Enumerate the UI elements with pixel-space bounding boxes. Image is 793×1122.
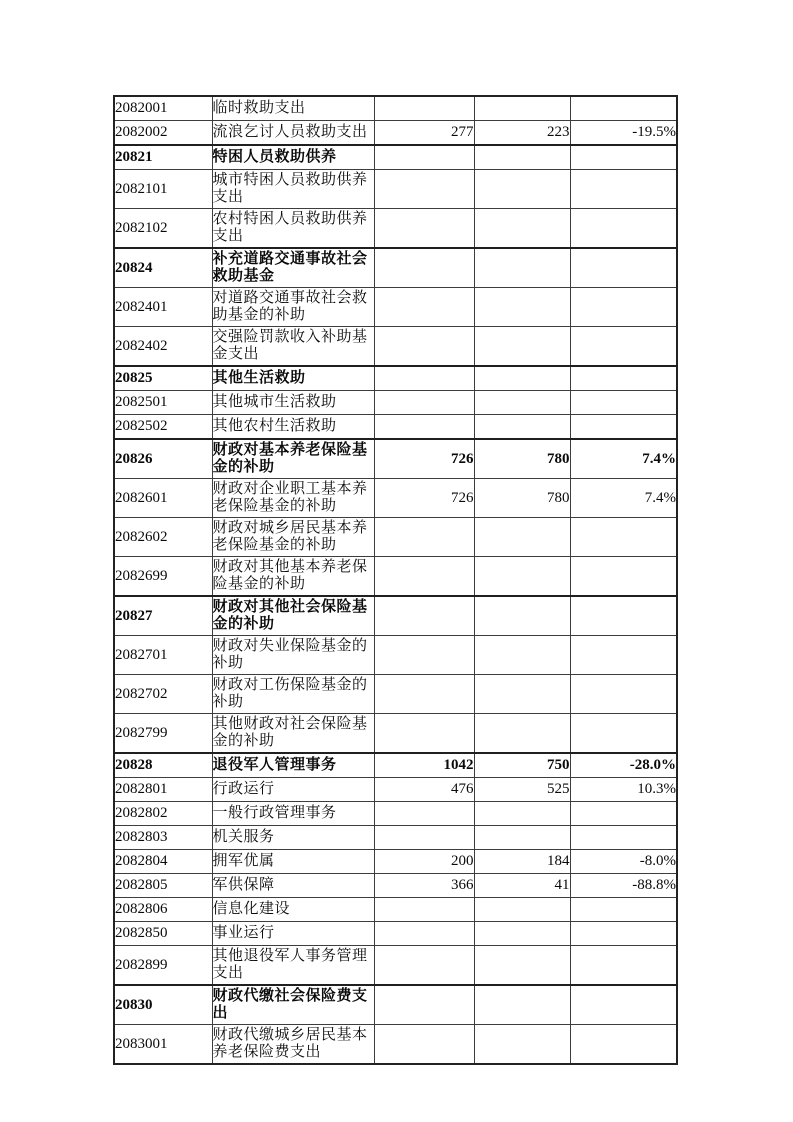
row-value-col1: [374, 675, 474, 714]
row-value-col1: 476: [374, 778, 474, 802]
table-row: [114, 327, 677, 367]
row-name: 财政对其他基本养老保险基金的补助: [212, 557, 374, 597]
row-change-percent: [570, 675, 677, 714]
row-value-col1: [374, 1025, 474, 1065]
row-code: 2082701: [114, 636, 212, 675]
row-name: 机关服务: [212, 826, 374, 850]
row-name: 其他退役军人事务管理支出: [212, 946, 374, 986]
row-value-col2: [474, 898, 570, 922]
row-name: 财政对失业保险基金的补助: [212, 636, 374, 675]
row-code: 2082804: [114, 850, 212, 874]
row-code: 2082803: [114, 826, 212, 850]
row-change-percent: [570, 636, 677, 675]
row-value-col1: [374, 248, 474, 288]
budget-table: [113, 95, 678, 1065]
row-name: 退役军人管理事务: [212, 753, 374, 778]
row-code: 2082601: [114, 479, 212, 518]
row-code: 2082602: [114, 518, 212, 557]
table-row: [114, 121, 677, 146]
row-value-col2: [474, 557, 570, 597]
row-name: 城市特困人员救助供养支出: [212, 170, 374, 209]
table-row: [114, 248, 677, 288]
row-value-col1: [374, 288, 474, 327]
row-name: 特困人员救助供养: [212, 145, 374, 170]
table-row: [114, 850, 677, 874]
table-row: [114, 946, 677, 986]
row-value-col2: [474, 288, 570, 327]
row-change-percent: [570, 391, 677, 415]
row-value-col1: [374, 898, 474, 922]
row-value-col2: 780: [474, 439, 570, 479]
row-name: 对道路交通事故社会救助基金的补助: [212, 288, 374, 327]
row-code: 2082850: [114, 922, 212, 946]
row-change-percent: [570, 1025, 677, 1065]
row-name: 流浪乞讨人员救助支出: [212, 121, 374, 146]
row-value-col2: [474, 248, 570, 288]
row-value-col2: 41: [474, 874, 570, 898]
row-name: 临时救助支出: [212, 96, 374, 121]
row-value-col2: [474, 922, 570, 946]
table-row: [114, 415, 677, 440]
row-name: 军供保障: [212, 874, 374, 898]
row-code: 20825: [114, 366, 212, 391]
row-change-percent: [570, 802, 677, 826]
row-code: 2083001: [114, 1025, 212, 1065]
table-row: [114, 391, 677, 415]
row-value-col2: [474, 714, 570, 754]
row-value-col1: 366: [374, 874, 474, 898]
row-value-col2: [474, 391, 570, 415]
table-row: [114, 778, 677, 802]
row-change-percent: [570, 415, 677, 440]
row-value-col1: [374, 145, 474, 170]
row-value-col2: [474, 366, 570, 391]
row-value-col1: [374, 826, 474, 850]
table-row: [114, 636, 677, 675]
row-change-percent: [570, 946, 677, 986]
row-code: 2082805: [114, 874, 212, 898]
row-value-col2: [474, 1025, 570, 1065]
row-value-col1: [374, 391, 474, 415]
row-name: 财政代缴社会保险费支出: [212, 985, 374, 1025]
row-change-percent: [570, 714, 677, 754]
row-name: 交强险罚款收入补助基金支出: [212, 327, 374, 367]
row-change-percent: [570, 826, 677, 850]
row-change-percent: [570, 209, 677, 249]
table-row: [114, 479, 677, 518]
table-row: [114, 802, 677, 826]
row-value-col1: 200: [374, 850, 474, 874]
row-name: 其他生活救助: [212, 366, 374, 391]
table-row: [114, 366, 677, 391]
row-change-percent: -88.8%: [570, 874, 677, 898]
table-row: [114, 985, 677, 1025]
row-code: 2082899: [114, 946, 212, 986]
row-change-percent: [570, 170, 677, 209]
row-code: 2082502: [114, 415, 212, 440]
table-row: [114, 1025, 677, 1065]
row-code: 2082802: [114, 802, 212, 826]
row-change-percent: [570, 596, 677, 636]
row-value-col2: [474, 327, 570, 367]
row-code: 2082806: [114, 898, 212, 922]
row-code: 2082801: [114, 778, 212, 802]
table-row: [114, 922, 677, 946]
table-row: [114, 675, 677, 714]
row-change-percent: [570, 557, 677, 597]
row-code: 2082102: [114, 209, 212, 249]
row-code: 2082699: [114, 557, 212, 597]
row-value-col1: 1042: [374, 753, 474, 778]
row-code: 2082501: [114, 391, 212, 415]
row-value-col1: [374, 557, 474, 597]
row-value-col1: [374, 946, 474, 986]
table-row: [114, 714, 677, 754]
row-change-percent: [570, 327, 677, 367]
row-code: 2082799: [114, 714, 212, 754]
row-name: 信息化建设: [212, 898, 374, 922]
row-value-col2: [474, 636, 570, 675]
row-change-percent: [570, 288, 677, 327]
row-value-col1: [374, 415, 474, 440]
row-code: 2082101: [114, 170, 212, 209]
row-value-col1: [374, 922, 474, 946]
table-row: [114, 557, 677, 597]
row-value-col2: [474, 675, 570, 714]
row-code: 20827: [114, 596, 212, 636]
row-value-col1: [374, 366, 474, 391]
row-code: 20821: [114, 145, 212, 170]
table-row: [114, 518, 677, 557]
row-change-percent: 10.3%: [570, 778, 677, 802]
row-value-col2: 184: [474, 850, 570, 874]
row-value-col2: [474, 518, 570, 557]
row-name: 其他农村生活救助: [212, 415, 374, 440]
table-row: [114, 874, 677, 898]
table-row: [114, 209, 677, 249]
table-row: [114, 96, 677, 121]
row-value-col2: 750: [474, 753, 570, 778]
row-value-col1: [374, 170, 474, 209]
row-name: 财政代缴城乡居民基本养老保险费支出: [212, 1025, 374, 1065]
row-value-col2: [474, 96, 570, 121]
row-value-col1: 726: [374, 439, 474, 479]
row-code: 2082401: [114, 288, 212, 327]
row-change-percent: [570, 96, 677, 121]
row-code: 20824: [114, 248, 212, 288]
row-change-percent: [570, 985, 677, 1025]
row-value-col2: [474, 415, 570, 440]
row-value-col1: [374, 985, 474, 1025]
row-name: 财政对城乡居民基本养老保险基金的补助: [212, 518, 374, 557]
row-name: 行政运行: [212, 778, 374, 802]
row-code: 2082002: [114, 121, 212, 146]
row-value-col1: [374, 636, 474, 675]
row-value-col1: [374, 96, 474, 121]
row-value-col2: [474, 209, 570, 249]
row-change-percent: -19.5%: [570, 121, 677, 146]
row-code: 20830: [114, 985, 212, 1025]
row-value-col1: [374, 802, 474, 826]
row-name: 一般行政管理事务: [212, 802, 374, 826]
row-change-percent: 7.4%: [570, 439, 677, 479]
row-value-col2: [474, 170, 570, 209]
row-value-col2: [474, 596, 570, 636]
row-change-percent: [570, 898, 677, 922]
row-code: 2082402: [114, 327, 212, 367]
row-change-percent: 7.4%: [570, 479, 677, 518]
row-change-percent: -8.0%: [570, 850, 677, 874]
row-value-col2: [474, 946, 570, 986]
table-row: [114, 288, 677, 327]
row-name: 事业运行: [212, 922, 374, 946]
row-value-col1: [374, 714, 474, 754]
row-change-percent: [570, 366, 677, 391]
row-change-percent: [570, 145, 677, 170]
row-change-percent: [570, 518, 677, 557]
row-change-percent: [570, 922, 677, 946]
table-row: [114, 898, 677, 922]
row-name: 其他城市生活救助: [212, 391, 374, 415]
row-name: 财政对企业职工基本养老保险基金的补助: [212, 479, 374, 518]
table-row: [114, 753, 677, 778]
row-value-col1: [374, 209, 474, 249]
row-code: 2082001: [114, 96, 212, 121]
table-row: [114, 439, 677, 479]
row-code: 2082702: [114, 675, 212, 714]
row-change-percent: -28.0%: [570, 753, 677, 778]
row-code: 20828: [114, 753, 212, 778]
table-row: [114, 145, 677, 170]
row-name: 财政对基本养老保险基金的补助: [212, 439, 374, 479]
row-value-col2: [474, 985, 570, 1025]
row-value-col1: [374, 327, 474, 367]
row-value-col2: 525: [474, 778, 570, 802]
table-row: [114, 170, 677, 209]
budget-table-body: [114, 96, 677, 1064]
row-name: 财政对工伤保险基金的补助: [212, 675, 374, 714]
row-name: 其他财政对社会保险基金的补助: [212, 714, 374, 754]
row-name: 补充道路交通事故社会救助基金: [212, 248, 374, 288]
row-value-col2: [474, 802, 570, 826]
row-change-percent: [570, 248, 677, 288]
row-name: 拥军优属: [212, 850, 374, 874]
row-code: 20826: [114, 439, 212, 479]
row-value-col2: [474, 826, 570, 850]
row-value-col1: [374, 518, 474, 557]
row-name: 财政对其他社会保险基金的补助: [212, 596, 374, 636]
row-value-col1: 277: [374, 121, 474, 146]
row-name: 农村特困人员救助供养支出: [212, 209, 374, 249]
row-value-col1: [374, 596, 474, 636]
row-value-col2: 780: [474, 479, 570, 518]
row-value-col1: 726: [374, 479, 474, 518]
table-row: [114, 826, 677, 850]
table-row: [114, 596, 677, 636]
row-value-col2: 223: [474, 121, 570, 146]
row-value-col2: [474, 145, 570, 170]
